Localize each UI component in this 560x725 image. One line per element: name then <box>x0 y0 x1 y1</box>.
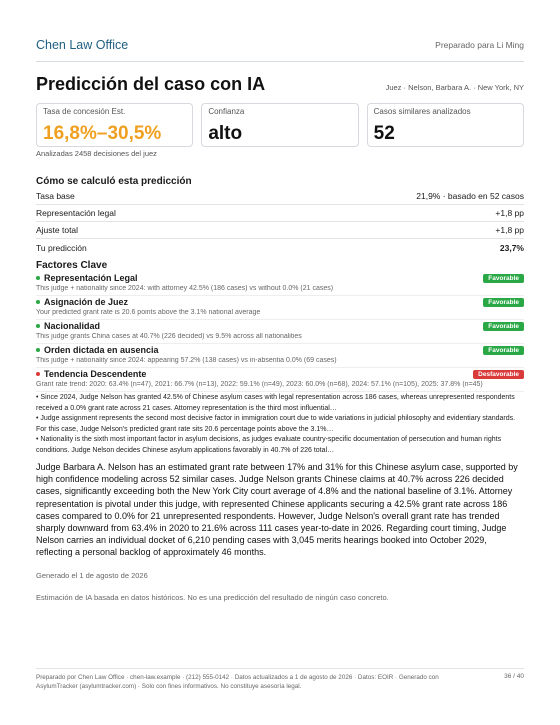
factors-list <box>36 272 524 392</box>
factor-name: Representación Legal <box>44 273 138 283</box>
factor-name: Nacionalidad <box>44 321 101 331</box>
status-badge: Desfavorable <box>473 370 524 379</box>
title-row <box>36 74 524 95</box>
analyzed-note: Analizadas 2458 decisiones del juez <box>36 149 157 158</box>
unfavorable-dot-icon <box>36 372 40 376</box>
status-badge: Favorable <box>483 274 524 283</box>
page-number: 36 / 40 <box>504 673 524 680</box>
factor-detail: Grant rate trend: 2020: 63.4% (n=47), 2021: 66.7% (n=13), 2022: 59.1% (n=49), 2023: 60.0% (n=68), 2024: 57.1% (n=105), 2025: 37.8% (n=45) <box>36 381 483 388</box>
factor-item <box>36 320 524 344</box>
factor-detail: This judge + nationality since 2024: appearing 57.2% (138 cases) vs in-absentia 0.0% (69 cases) <box>36 357 337 364</box>
factor-item <box>36 368 524 392</box>
calc-value: +1,8 pp <box>495 225 524 235</box>
confidence-card <box>201 103 358 147</box>
similar-cases-value: 52 <box>373 123 395 144</box>
grant-rate-value: 16,8%–30,5% <box>43 123 162 144</box>
page-title: Predicción del caso con IA <box>36 74 266 94</box>
factor-name: Asignación de Juez <box>44 297 129 307</box>
grant-rate-card <box>36 103 193 147</box>
calc-row <box>36 188 524 205</box>
card-label: Tasa de concesión Est. <box>43 107 126 116</box>
calc-label: Representación legal <box>36 208 116 218</box>
calc-value: +1,8 pp <box>495 208 524 218</box>
calc-table <box>36 188 524 256</box>
footer-text: Preparado por Chen Law Office · chen-law.example · (212) 555-0142 · Datos actualizados a 1 de agosto de 2026 · Datos: EOIR · Generado con AsylumTracker (asylumtracker.com) · Solo con fines informativos. No constituye asesoría legal. <box>36 674 439 690</box>
factors-section-title: Factores Clave <box>36 260 108 271</box>
factor-detail: This judge + nationality since 2024: with attorney 42.5% (186 cases) vs without 0.0% (21 cases) <box>36 285 334 292</box>
calc-label: Tu predicción <box>36 242 87 253</box>
judge-subtitle: Juez · Nelson, Barbara A. · New York, NY <box>385 83 524 92</box>
calc-value: 23,7% <box>499 242 524 253</box>
calc-label: Ajuste total <box>36 225 79 235</box>
brand-name: Chen Law Office <box>36 37 129 52</box>
insight-bullet: • Since 2024, Judge Nelson has granted 42.5% of Chinese asylum cases with legal representation across 186 cases, whereas unrepresented respondents received a 0.0% grant rate across 21 cases. Attorney representation is the third most influential… <box>36 394 515 412</box>
similar-cases-card <box>367 103 524 147</box>
status-badge: Favorable <box>483 346 524 355</box>
favorable-dot-icon <box>36 348 40 352</box>
factor-item <box>36 272 524 296</box>
generated-date: Generado el 1 de agosto de 2026 <box>36 571 148 580</box>
factor-name: Orden dictada en ausencia <box>44 345 159 355</box>
status-badge: Favorable <box>483 322 524 331</box>
summary-cards <box>36 103 524 147</box>
factor-detail: Your predicted grant rate is 20.6 points above the 3.1% national average <box>36 309 261 316</box>
calc-label: Tasa base <box>36 191 75 201</box>
confidence-value: alto <box>208 123 243 144</box>
favorable-dot-icon <box>36 324 40 328</box>
page-header <box>36 34 524 62</box>
status-badge: Favorable <box>483 298 524 307</box>
disclaimer: Estimación de IA basada en datos históricos. No es una predicción del resultado de ningún caso concreto. <box>36 593 389 602</box>
narrative-paragraph: Judge Barbara A. Nelson has an estimated grant rate between 17% and 31% for this Chinese asylum case, supported by high confidence modeling across 52 similar cases. Judge Nelson grants Chinese claims at 40.7% across 226 decided cases, significantly exceeding both the New York City court average of 4.8% and the national baseline of 3.1%. Attorney representation is pivotal under this judge, with represented Chinese applicants securing a 42.5% grant rate across 186 cases compared to 0.0% for 21 unrepresented respondents. However, Judge Nelson's overall grant rate has trended sharply downward from 63.4% in 2020 to 21.6% across 111 cases year-to-date in 2026. Regarding court timing, Judge Nelson carries an individual docket of 6,210 pending cases with 3,045 merits hearings booked into October 2029, reflecting a personal backlog of approximately 46 months. <box>36 462 518 558</box>
factor-name: Tendencia Descendente <box>44 369 147 379</box>
favorable-dot-icon <box>36 300 40 304</box>
favorable-dot-icon <box>36 276 40 280</box>
calc-value: 21,9% · basado en 52 casos <box>416 191 524 201</box>
calc-row-prediction <box>36 239 524 256</box>
card-label: Casos similares analizados <box>373 107 471 116</box>
calc-row <box>36 205 524 222</box>
insight-bullet: • Nationality is the sixth most important factor in asylum decisions, as judges evaluate country-specific documentation of persecution and human rights conditions. Judge Nelson decides Chinese asylum applications favorably in 40.7% of 226 total… <box>36 436 502 454</box>
prepared-for: Preparado para Li Ming <box>435 39 524 50</box>
insight-bullets <box>36 393 524 456</box>
page-footer <box>36 668 524 691</box>
factor-detail: This judge grants China cases at 40.7% (226 decided) vs 9.5% across all nationalities <box>36 333 302 340</box>
calc-section-title: Cómo se calculó esta predicción <box>36 176 192 187</box>
card-label: Confianza <box>208 107 245 116</box>
factor-item <box>36 296 524 320</box>
insight-bullet: • Judge assignment represents the second most decisive factor in immigration court due to wide variations in judicial philosophy and evidentiary standards. For this case, Judge Nelson's predicted grant rate sits 20.6 percentage points above the 3.1%… <box>36 415 516 433</box>
factor-item <box>36 344 524 368</box>
calc-row <box>36 222 524 239</box>
